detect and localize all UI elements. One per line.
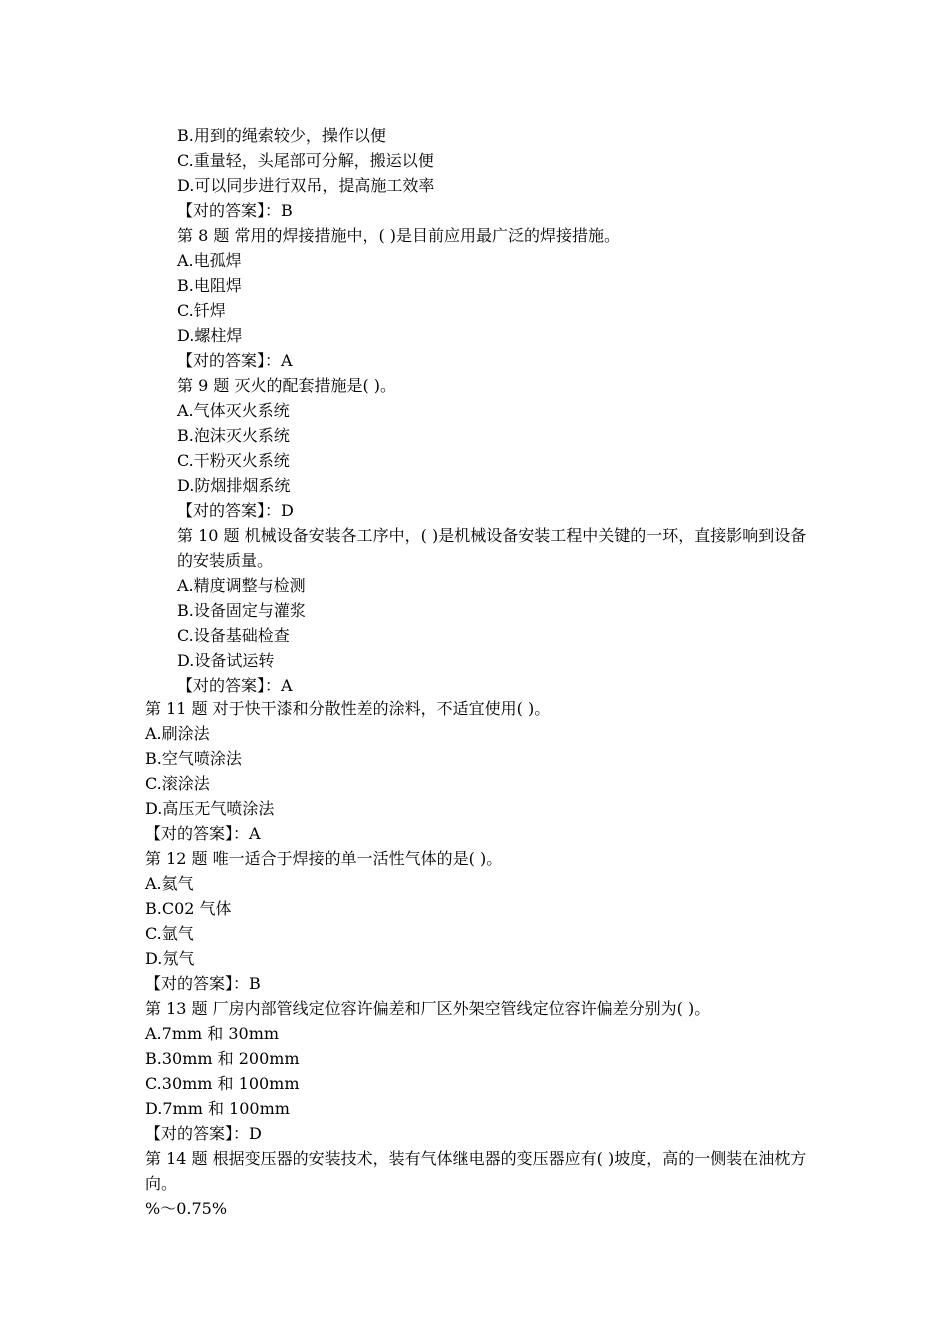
option-fragment-q14: %～0.75%	[145, 1199, 228, 1218]
option-b-q11: B.空气喷涂法	[145, 749, 242, 768]
question-14: 第 14 题 根据变压器的安装技术，装有气体继电器的变压器应有( )坡度，高的一侧装在油枕方向。	[145, 1149, 807, 1193]
option-b-q8: B.电阻焊	[177, 276, 242, 295]
option-a-q11: A.刷涂法	[145, 724, 210, 743]
option-c-q13: C.30mm 和 100mm	[145, 1074, 300, 1093]
option-d-q13: D.7mm 和 100mm	[145, 1099, 290, 1118]
option-d-q12: D.氖气	[145, 949, 195, 968]
answer-q12: 【对的答案】：B	[145, 974, 261, 993]
option-b-q12: B.C02 气体	[145, 899, 232, 918]
option-b-q13: B.30mm 和 200mm	[145, 1049, 300, 1068]
answer-q7: 【对的答案】：B	[177, 201, 293, 220]
option-a-q8: A.电孤焊	[177, 251, 242, 270]
option-b-q7: B.用到的绳索较少，操作以便	[177, 126, 386, 145]
option-b-q10: B.设备固定与灌浆	[177, 601, 306, 620]
option-d-q9: D.防烟排烟系统	[177, 476, 291, 495]
option-c-q12: C.氩气	[145, 924, 194, 943]
option-c-q10: C.设备基础检查	[177, 626, 290, 645]
option-c-q11: C.滚涂法	[145, 774, 210, 793]
option-d-q8: D.螺柱焊	[177, 326, 243, 345]
answer-q11: 【对的答案】：A	[145, 824, 261, 843]
option-a-q12: A.氦气	[145, 874, 194, 893]
option-c-q7: C.重量轻，头尾部可分解，搬运以便	[177, 151, 434, 170]
question-10: 第 10 题 机械设备安装各工序中，( )是机械设备安装工程中关键的一环，直接影响到设备的安装质量。	[177, 526, 807, 570]
option-d-q7: D.可以同步进行双吊，提高施工效率	[177, 176, 435, 195]
option-a-q13: A.7mm 和 30mm	[145, 1024, 280, 1043]
answer-q8: 【对的答案】：A	[177, 351, 293, 370]
option-d-q10: D.设备试运转	[177, 651, 275, 670]
option-a-q9: A.气体灭火系统	[177, 401, 290, 420]
option-c-q8: C.钎焊	[177, 301, 226, 320]
questions-section-flush	[145, 696, 817, 1221]
answer-q13: 【对的答案】：D	[145, 1124, 262, 1143]
question-9: 第 9 题 灭火的配套措施是( )。	[177, 376, 397, 395]
questions-section-indented	[177, 123, 817, 698]
option-a-q10: A.精度调整与检测	[177, 576, 306, 595]
option-c-q9: C.干粉灭火系统	[177, 451, 290, 470]
answer-q10: 【对的答案】：A	[177, 676, 293, 695]
question-13: 第 13 题 厂房内部管线定位容许偏差和厂区外架空管线定位容许偏差分别为( )。	[145, 999, 711, 1018]
option-b-q9: B.泡沫灭火系统	[177, 426, 290, 445]
question-12: 第 12 题 唯一适合于焊接的单一活性气体的是( )。	[145, 849, 503, 868]
answer-q9: 【对的答案】：D	[177, 501, 294, 520]
question-8: 第 8 题 常用的焊接措施中，( )是目前应用最广泛的焊接措施。	[177, 226, 621, 245]
option-d-q11: D.高压无气喷涂法	[145, 799, 275, 818]
question-11: 第 11 题 对于快干漆和分散性差的涂料，不适宜使用( )。	[145, 699, 551, 718]
